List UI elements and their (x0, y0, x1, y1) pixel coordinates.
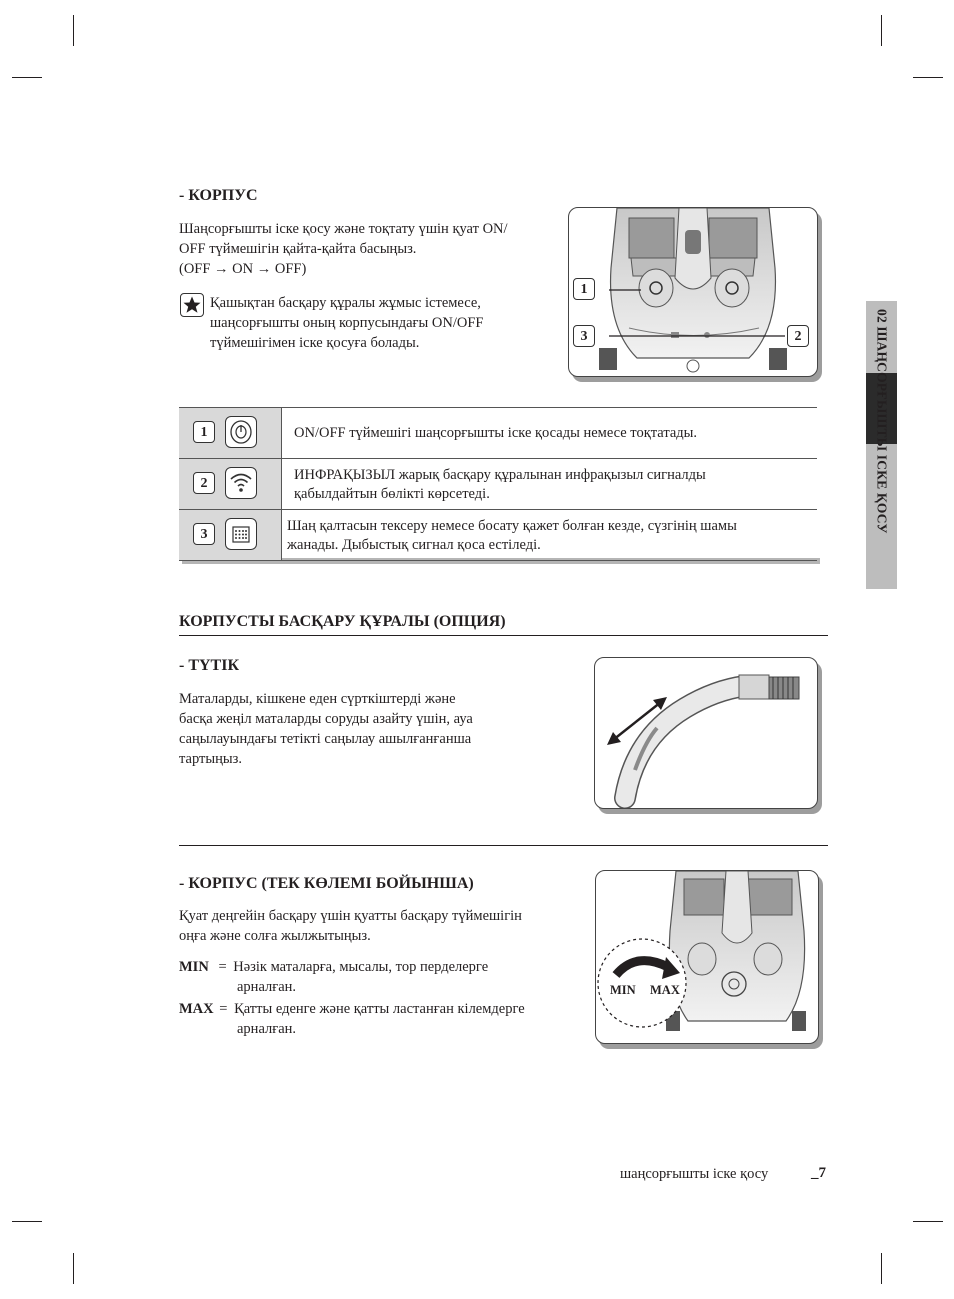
crop-mark (12, 77, 42, 78)
section-title-body-volume: - КОРПУС (ТЕК КӨЛЕМІ БОЙЫНША) (179, 875, 474, 892)
vacuum-body-illustration (568, 207, 818, 377)
callout-3: 3 (573, 325, 595, 347)
callout-2: 2 (787, 325, 809, 347)
note-icon (180, 293, 204, 317)
row-number: 1 (193, 421, 215, 443)
filter-indicator-icon (225, 518, 257, 550)
row-description: Шаң қалтасын тексеру немесе босату қажет болған кезде, сүзгінің шамы жанады. Дыбыстық сигнал қоса естіледі. (287, 518, 737, 553)
crop-mark (12, 1221, 42, 1222)
hose-paragraph: Маталарды, кішкене еден сүрткіштерді және басқа жеңіл маталарды соруды азайту үшін, ауа саңылауындағы тетікті саңылау ашылғанғанша тартыңыз. (179, 691, 473, 767)
hose-illustration (594, 657, 818, 809)
crop-mark (73, 1253, 74, 1284)
max-definition-cont: арналған. (237, 1021, 297, 1037)
section-title-body: - КОРПУС (179, 187, 258, 204)
power-dial-illustration (595, 870, 819, 1044)
dial-min-label: MIN (610, 983, 636, 997)
crop-mark (913, 77, 943, 78)
crop-mark (73, 15, 74, 46)
footer-text: шаңсорғышты іске қосу (620, 1166, 769, 1182)
row-description: ИНФРАҚЫЗЫЛ жарық басқару құралынан инфрақызыл сигналды қабылдайтын бөлікті көрсетеді. (294, 467, 706, 502)
chapter-tab-label: 02 ШАҢСОРҒЫШТЫ ІСКЕ ҚОСУ (874, 309, 890, 534)
row-number: 2 (193, 472, 215, 494)
table-row (179, 509, 817, 561)
infrared-signal-icon (225, 467, 257, 499)
callout-1: 1 (573, 278, 595, 300)
min-label: MIN (179, 959, 209, 975)
legend-table (179, 407, 817, 561)
row-description: ON/OFF түймешігі шаңсорғышты іске қосады немесе тоқтатады. (294, 425, 698, 441)
power-button-icon (225, 416, 257, 448)
note-text: Қашықтан басқару құралы жұмыс істемесе, шаңсорғышты оның корпусындағы ON/OFF түймешігімен іске қосуға болады. (210, 295, 484, 351)
body-paragraph: Шаңсорғышты іске қосу және тоқтату үшін қуат ON/ OFF түймешігін қайта-қайта басыңыз. (OFF → ON → OFF) (179, 221, 508, 277)
table-row (179, 407, 817, 458)
section-title-body-control: КОРПУСТЫ БАСҚАРУ ҚҰРАЛЫ (ОПЦИЯ) (179, 613, 506, 630)
page-number: _7 (811, 1165, 826, 1181)
subsection-title-hose: - ТҮТІК (179, 657, 240, 674)
crop-mark (881, 1253, 882, 1284)
max-definition: MAX = Қатты еденге және қатты ластанған кілемдерге (179, 1001, 525, 1017)
crop-mark (913, 1221, 943, 1222)
section-divider (179, 635, 828, 636)
dial-max-label: MAX (650, 983, 680, 997)
max-label: MAX (179, 1001, 214, 1017)
crop-mark (881, 15, 882, 46)
row-number: 3 (193, 523, 215, 545)
section-divider (179, 845, 828, 846)
volume-paragraph: Қуат деңгейін басқару үшін қуатты басқару түймешігін оңға және солға жылжытыңыз. (179, 908, 522, 944)
table-row (179, 458, 817, 509)
min-definition: MIN = Нәзік маталарға, мысалы, тор перделерге (179, 959, 489, 975)
min-definition-cont: арналған. (237, 979, 297, 995)
